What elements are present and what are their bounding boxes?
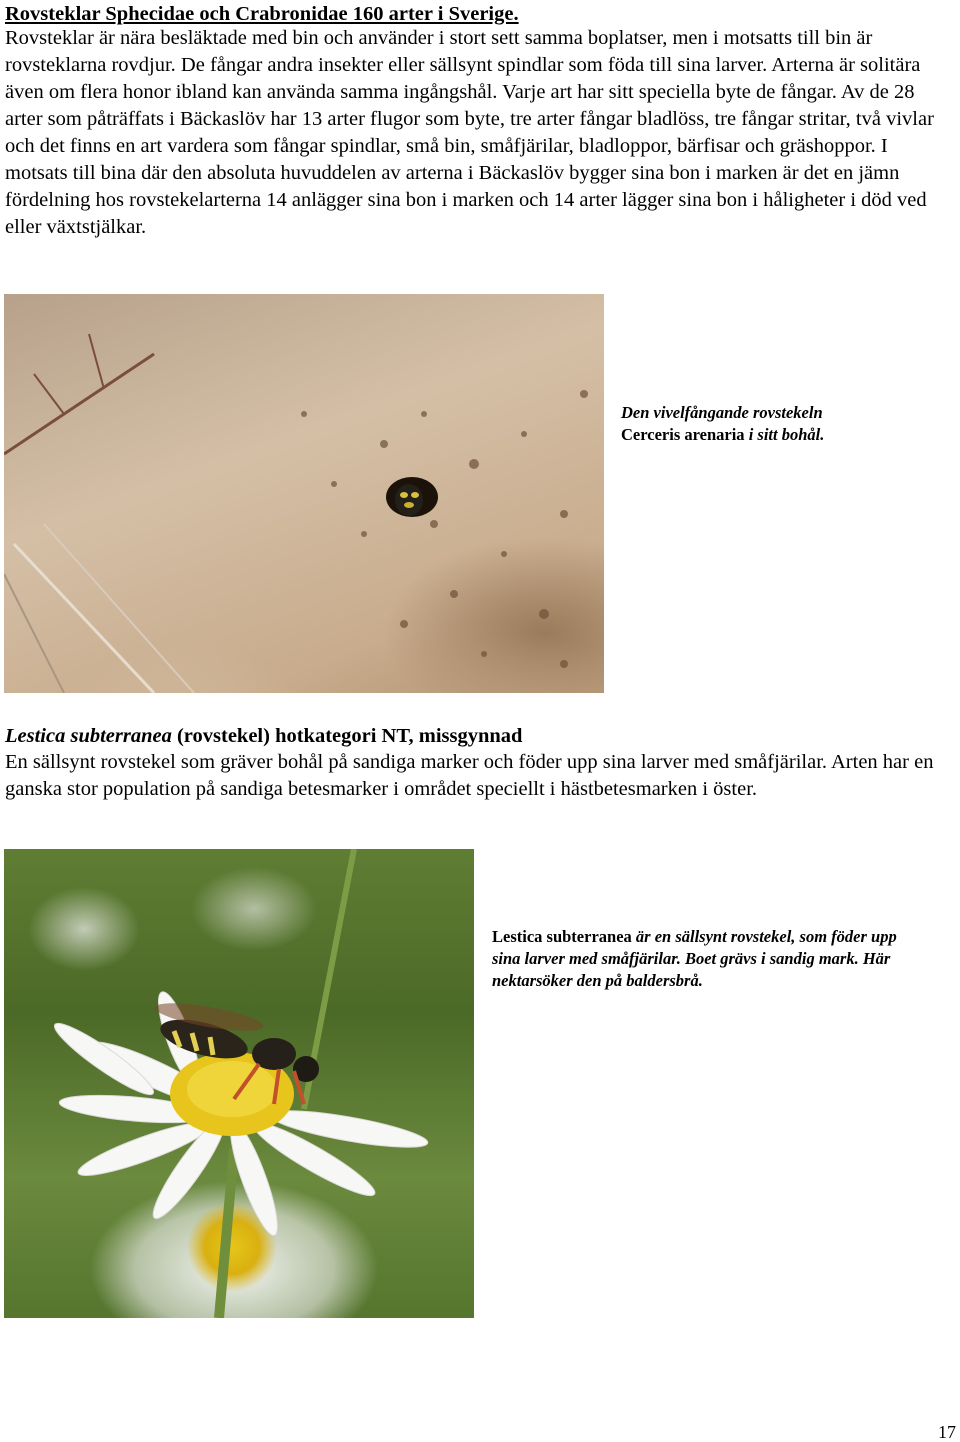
caption-cerceris-arenaria xyxy=(621,402,951,446)
intro-paragraph: Rovsteklar är nära besläktade med bin och använder i stort sett samma boplatser, men i motsatts till bin är rovsteklarna rovdjur. De fångar andra insekter eller sällsynt spindlar som föda till sina larver. Arterna är solitära även om flera honor ibland kan använda samma ingångshål. Varje art har sitt speciella byte de fångar. Av de 28 arter som påträffats i Bäckaslöv har 13 arter flugor som byte, tre arter fångar bladlöss, tre fångar stritar, två vivlar och det finns en art vardera som fångar spindlar, små bin, småfjärilar, bladloppor, bärfisar och gräshoppor. I motsats till bina där den absoluta huvuddelen av arterna i Bäckaslöv bygger sina bon i marken är det en jämn fördelning hos rovstekelarterna 14 anlägger sina bon i marken och 14 arter lägger sina bon i håligheter i död ved eller växtstjälkar. xyxy=(5,27,934,238)
caption-species-name-2: Lestica subterranea xyxy=(492,927,632,946)
caption-text-2: i sitt bohål. xyxy=(744,425,825,444)
caption-species-name: Cerceris arenaria xyxy=(621,425,745,444)
photo-flower-illustration xyxy=(4,849,474,1318)
species-heading-rest: (rovstekel) hotkategori NT, missgynnad xyxy=(171,725,523,747)
caption-text-3: är en sällsynt rovstekel, som föder upp sina larver med småfjärilar. Boet grävs i sandig mark. Här nektarsöker den på baldersbrå. xyxy=(492,927,897,990)
species-name: Lestica subterranea xyxy=(5,725,172,747)
photo-wasp-on-daisy xyxy=(4,849,474,1318)
caption-text-1: Den vivelfångande rovstekeln xyxy=(621,403,823,422)
species-heading xyxy=(5,723,522,749)
section-title: Rovsteklar Sphecidae och Crabronidae 160 arter i Sverige. xyxy=(5,3,519,25)
species-paragraph: En sällsynt rovstekel som gräver bohål på sandiga marker och föder upp sina larver med småfjärilar. Arten har en ganska stor population på sandiga betesmarker i området speciellt i hästbetesmarken i öster. xyxy=(5,751,934,800)
photo-sand-illustration xyxy=(4,294,604,693)
page-number: 17 xyxy=(938,1422,956,1442)
caption-lestica-subterranea xyxy=(492,926,912,992)
photo-wasp-in-sand-burrow xyxy=(4,294,604,693)
